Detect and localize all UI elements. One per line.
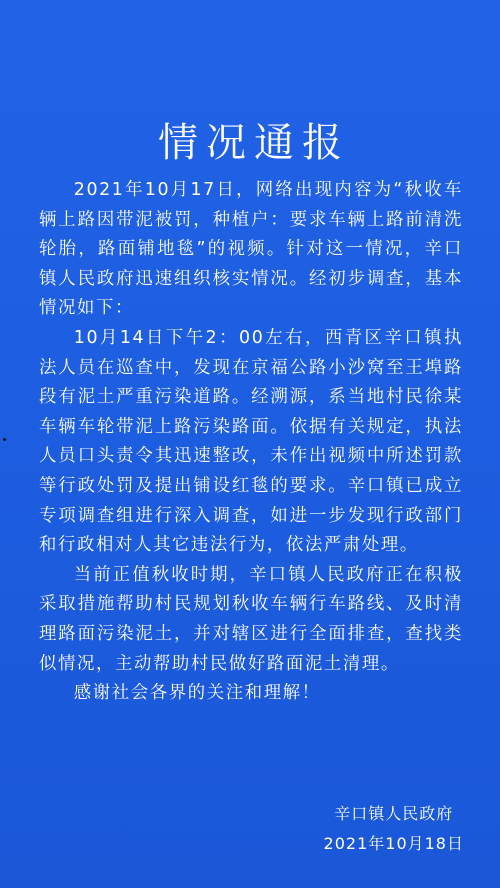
signature-organization: 辛口镇人民政府 xyxy=(334,804,454,823)
paragraph-measures: 当前正值秋收时期，辛口镇人民政府正在积极采取措施帮助村民规划秋收车辆行车路线、及时清理路面污染泥土，并对辖区进行全面排查，查找类似情况，主动帮助村民做好路面泥土清理。 xyxy=(39,564,463,674)
page-title: 情况通报 xyxy=(158,119,350,166)
paragraph-findings: 10月14日下午2：00左右，西青区辛口镇执法人员在巡查中，发现在京福公路小沙窝至王埠路段有泥土严重污染道路。经溯源，系当地村民徐某车辆车轮带泥上路污染路面。依据有关规定，执法人员口头责令其迅速整改，未作出视频中所述罚款等行政处罚及提出铺设红毯的要求。辛口镇已成立专项调查组进行深入调查，如进一步发现行政部门和行政相对人其它违法行为，依法严肃处理。 xyxy=(39,327,463,556)
signature-date: 2021年10月18日 xyxy=(323,834,464,853)
paragraph-thanks: 感谢社会各界的关注和理解！ xyxy=(73,683,321,704)
notice-body xyxy=(39,176,463,709)
paragraph-intro: 2021年10月17日，网络出现内容为“秋收车辆上路因带泥被罚，种植户：要求车辆上路前清洗轮胎，路面铺地毯”的视频。针对这一情况，辛口镇人民政府迅速组织核实情况。经初步调查，基本情况如下： xyxy=(39,180,463,319)
edge-dot-mark xyxy=(3,438,6,441)
signature-block xyxy=(324,799,464,859)
